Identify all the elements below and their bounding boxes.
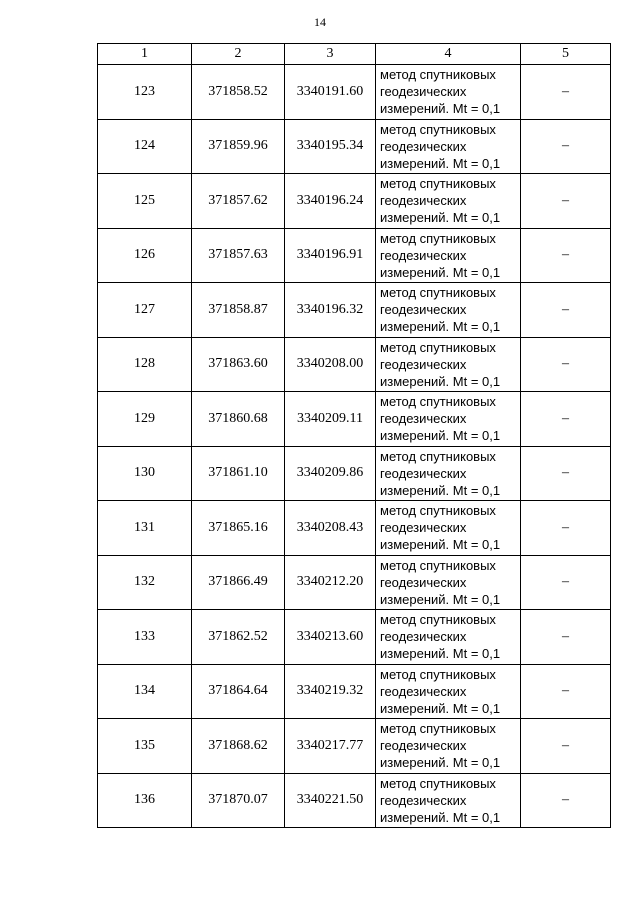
x-coordinate-cell: 371863.60: [192, 337, 285, 392]
method-cell: [376, 174, 521, 229]
point-number-cell: 133: [98, 610, 192, 665]
method-line: метод спутниковых: [380, 394, 496, 409]
method-cell: [376, 664, 521, 719]
table-row: [98, 392, 611, 447]
method-line: геодезических: [380, 138, 467, 154]
table-row: [98, 664, 611, 719]
page-number: 14: [314, 15, 326, 29]
method-line: геодезических: [380, 356, 467, 372]
method-cell: [376, 228, 521, 283]
method-line: метод спутниковых: [380, 230, 496, 246]
method-cell: [376, 719, 521, 774]
method-line: измерений. Mt = 0,1: [380, 264, 501, 280]
x-coordinate-cell: 371862.52: [192, 610, 285, 665]
table-row: [98, 228, 611, 283]
header-col-4: 4: [376, 44, 521, 65]
table-row: [98, 555, 611, 610]
y-coordinate-cell: 3340196.32: [285, 283, 376, 338]
method-line: геодезических: [380, 629, 467, 644]
y-coordinate-cell: 3340196.24: [285, 174, 376, 229]
table-body: [98, 65, 611, 828]
y-coordinate-cell: 3340209.11: [285, 392, 376, 447]
method-cell: [376, 65, 521, 120]
y-coordinate-cell: 3340212.20: [285, 555, 376, 610]
method-line: геодезических: [380, 738, 467, 753]
point-number-cell: 130: [98, 446, 192, 501]
y-coordinate-cell: 3340217.77: [285, 719, 376, 774]
header-col-2: 2: [192, 44, 285, 65]
table-row: [98, 283, 611, 338]
table-row: [98, 119, 611, 174]
method-line: метод спутниковых: [380, 285, 496, 300]
note-cell: –: [521, 555, 611, 610]
x-coordinate-cell: 371870.07: [192, 773, 285, 828]
method-line: геодезических: [380, 84, 467, 99]
point-number-cell: 131: [98, 501, 192, 556]
point-number-cell: 126: [98, 228, 192, 283]
x-coordinate-cell: 371858.87: [192, 283, 285, 338]
method-cell: [376, 446, 521, 501]
method-cell: [376, 773, 521, 828]
table-row: [98, 719, 611, 774]
y-coordinate-cell: 3340208.00: [285, 337, 376, 392]
table-row: [98, 446, 611, 501]
method-line: геодезических: [380, 193, 467, 208]
x-coordinate-cell: 371858.52: [192, 65, 285, 120]
table-row: [98, 501, 611, 556]
method-line: метод спутниковых: [380, 612, 496, 627]
method-line: метод спутниковых: [380, 121, 496, 137]
method-line: геодезических: [380, 302, 467, 317]
method-cell: [376, 337, 521, 392]
method-cell: [376, 392, 521, 447]
method-line: измерений. Mt = 0,1: [380, 700, 501, 716]
method-line: метод спутниковых: [380, 67, 496, 82]
x-coordinate-cell: 371868.62: [192, 719, 285, 774]
method-cell: [376, 119, 521, 174]
method-line: метод спутниковых: [380, 503, 496, 518]
y-coordinate-cell: 3340195.34: [285, 119, 376, 174]
note-cell: –: [521, 119, 611, 174]
note-cell: –: [521, 664, 611, 719]
x-coordinate-cell: 371865.16: [192, 501, 285, 556]
method-line: метод спутниковых: [380, 557, 496, 573]
point-number-cell: 124: [98, 119, 192, 174]
method-line: измерений. Mt = 0,1: [380, 101, 501, 116]
note-cell: –: [521, 719, 611, 774]
x-coordinate-cell: 371866.49: [192, 555, 285, 610]
x-coordinate-cell: 371857.63: [192, 228, 285, 283]
method-line: геодезических: [380, 411, 467, 426]
method-line: геодезических: [380, 574, 467, 590]
point-number-cell: 123: [98, 65, 192, 120]
note-cell: –: [521, 392, 611, 447]
x-coordinate-cell: 371864.64: [192, 664, 285, 719]
note-cell: –: [521, 174, 611, 229]
note-cell: –: [521, 501, 611, 556]
y-coordinate-cell: 3340219.32: [285, 664, 376, 719]
x-coordinate-cell: 371861.10: [192, 446, 285, 501]
method-line: метод спутниковых: [380, 666, 496, 682]
method-line: геодезических: [380, 683, 467, 699]
method-cell: [376, 610, 521, 665]
method-cell: [376, 501, 521, 556]
method-line: измерений. Mt = 0,1: [380, 428, 501, 443]
note-cell: –: [521, 773, 611, 828]
point-number-cell: 132: [98, 555, 192, 610]
method-line: геодезических: [380, 465, 467, 481]
method-line: метод спутниковых: [380, 339, 496, 355]
method-line: измерений. Mt = 0,1: [380, 319, 501, 334]
method-line: измерений. Mt = 0,1: [380, 210, 501, 225]
y-coordinate-cell: 3340208.43: [285, 501, 376, 556]
header-col-3: 3: [285, 44, 376, 65]
method-line: измерений. Mt = 0,1: [380, 591, 501, 607]
point-number-cell: 135: [98, 719, 192, 774]
y-coordinate-cell: 3340209.86: [285, 446, 376, 501]
point-number-cell: 134: [98, 664, 192, 719]
point-number-cell: 127: [98, 283, 192, 338]
table-row: [98, 337, 611, 392]
note-cell: –: [521, 337, 611, 392]
method-line: геодезических: [380, 247, 467, 263]
method-line: метод спутниковых: [380, 448, 496, 464]
method-line: измерений. Mt = 0,1: [380, 809, 501, 825]
table-row: [98, 174, 611, 229]
point-number-cell: 129: [98, 392, 192, 447]
method-line: геодезических: [380, 792, 467, 808]
method-line: геодезических: [380, 520, 467, 535]
method-line: измерений. Mt = 0,1: [380, 373, 501, 389]
note-cell: –: [521, 228, 611, 283]
method-cell: [376, 283, 521, 338]
note-cell: –: [521, 65, 611, 120]
point-number-cell: 125: [98, 174, 192, 229]
note-cell: –: [521, 610, 611, 665]
method-line: метод спутниковых: [380, 176, 496, 191]
table-row: [98, 773, 611, 828]
method-line: метод спутниковых: [380, 721, 496, 736]
method-line: измерений. Mt = 0,1: [380, 537, 501, 552]
method-line: измерений. Mt = 0,1: [380, 482, 501, 498]
y-coordinate-cell: 3340213.60: [285, 610, 376, 665]
y-coordinate-cell: 3340221.50: [285, 773, 376, 828]
method-line: измерений. Mt = 0,1: [380, 155, 501, 171]
note-cell: –: [521, 283, 611, 338]
method-line: измерений. Mt = 0,1: [380, 755, 501, 770]
header-col-1: 1: [98, 44, 192, 65]
table-header: [98, 44, 611, 65]
table-row: [98, 610, 611, 665]
x-coordinate-cell: 371859.96: [192, 119, 285, 174]
x-coordinate-cell: 371857.62: [192, 174, 285, 229]
method-line: измерений. Mt = 0,1: [380, 646, 501, 661]
x-coordinate-cell: 371860.68: [192, 392, 285, 447]
y-coordinate-cell: 3340191.60: [285, 65, 376, 120]
y-coordinate-cell: 3340196.91: [285, 228, 376, 283]
method-line: метод спутниковых: [380, 775, 496, 791]
point-number-cell: 128: [98, 337, 192, 392]
point-number-cell: 136: [98, 773, 192, 828]
note-cell: –: [521, 446, 611, 501]
header-col-5: 5: [521, 44, 611, 65]
coordinates-table: [97, 43, 611, 828]
table-row: [98, 65, 611, 120]
header-row: [98, 44, 611, 65]
method-cell: [376, 555, 521, 610]
